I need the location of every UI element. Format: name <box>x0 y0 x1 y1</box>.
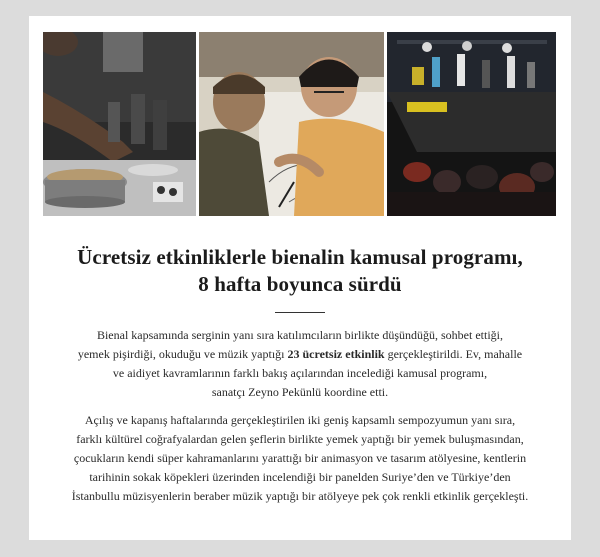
paragraph-line: ve aidiyet kavramlarının farklı bakış açılarından incelediği kamusal programı, <box>112 366 488 380</box>
article-title <box>29 244 571 298</box>
paragraph-line: İstanbullu müzisyenlerin beraber müzik yaptığı bir atölyeye pek çok renkli etkinlik gerçekleşti. <box>71 489 529 503</box>
paragraph-line: tarihinin sokak köpekleri üzerinden incelendiği bir panelden Suriye’den ve Türkiye’den <box>89 470 511 484</box>
cooking-event-photo <box>43 32 196 216</box>
events-paragraph <box>39 411 561 506</box>
drawing-workshop-photo <box>199 32 384 216</box>
paragraph-text: gerçekleştirildi. Ev, mahalle <box>384 347 523 361</box>
paragraph-line <box>39 345 561 364</box>
photo-strip <box>43 32 556 216</box>
article-title-line-1: Ücretsiz etkinliklerle bienalin kamusal programı, <box>77 245 523 269</box>
paragraph-line: sanatçı Zeyno Pekünlü koordine etti. <box>211 385 389 399</box>
article-title-line-2: 8 hafta boyunca sürdü <box>198 272 402 296</box>
title-divider <box>275 312 325 313</box>
music-concert-photo <box>387 32 556 216</box>
paragraph-line: farklı kültürel coğrafyalardan gelen şeflerin birlikte yemek yaptığı bir yemek buluşmasından, <box>76 432 524 446</box>
event-count-highlight: 23 ücretsiz etkinlik <box>287 347 385 361</box>
paragraph-line: Bienal kapsamında serginin yanı sıra katılımcıların birlikte düşündüğü, sohbet ettiği, <box>96 328 504 342</box>
intro-paragraph <box>39 326 561 402</box>
paragraph-line: Açılış ve kapanış haftalarında gerçekleştirilen iki geniş kapsamlı sempozyumun yanı sıra, <box>84 413 516 427</box>
paragraph-line: çocukların kendi süper kahramanlarını yarattığı bir animasyon ve tasarım atölyesine, kentlerin <box>73 451 527 465</box>
article-card <box>29 16 571 540</box>
paragraph-text: yemek pişirdiği, okuduğu ve müzik yaptığı <box>77 347 288 361</box>
